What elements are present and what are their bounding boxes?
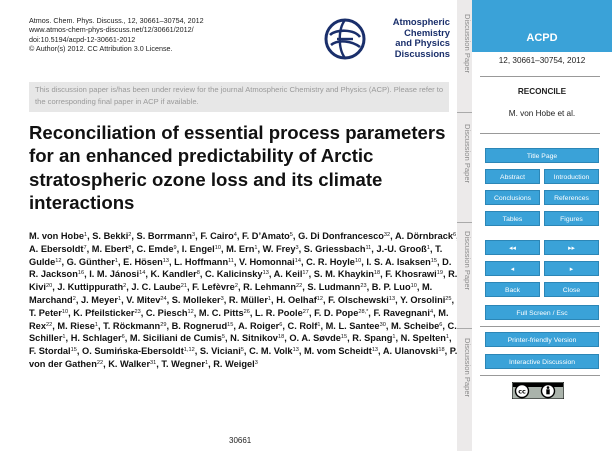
tables-button[interactable]: Tables <box>485 211 540 226</box>
strip-label: Discussion Paper <box>463 338 472 398</box>
abstract-button[interactable]: Abstract <box>485 169 540 184</box>
author: R. Müller$^1$ <box>228 294 272 305</box>
paper-title: Reconciliation of essential process parameters for an enhanced predictability of Arctic stratospheric ozone loss and its climate interactions <box>29 122 446 213</box>
author: V. Homonnai$^{14}$ <box>239 256 301 267</box>
next-button[interactable]: ▸ <box>544 261 599 276</box>
panel-divider <box>480 375 600 376</box>
interactive-discussion-button[interactable]: Interactive Discussion <box>485 354 599 369</box>
author: C. Emde$^9$ <box>136 243 177 254</box>
author: A. Ebersoldt$^7$ <box>29 243 87 254</box>
author: P. von der Gathen$^{22}$ <box>29 346 458 369</box>
author: I. M. Jánosi$^{14}$ <box>89 269 146 280</box>
author: K. Walker$^{31}$ <box>108 358 157 369</box>
author: J. C. Laube$^{21}$ <box>131 282 187 293</box>
back-button[interactable]: Back <box>485 282 540 297</box>
author: R. Lehmann$^{22}$ <box>243 282 303 293</box>
author: S. Griessbach$^{11}$ <box>303 243 372 254</box>
doi: doi:10.5194/acpd-12-30661-2012 <box>29 34 136 44</box>
author: S. M. Khaykin$^{18}$ <box>313 269 381 280</box>
title-page-button[interactable]: Title Page <box>485 148 599 163</box>
license: © Author(s) 2012. CC Attribution 3.0 License. <box>29 43 173 53</box>
review-notice: This discussion paper is/has been under review for the journal Atmospheric Chemistry and Physics (ACP). Please refer to the corresponding final paper in ACP if available. <box>29 82 449 112</box>
author: M. von Hobe$^1$ <box>29 231 88 241</box>
author: C. Rolf$^1$ <box>287 320 321 331</box>
author: R. Kivi$^{20}$ <box>29 269 458 293</box>
previous-button[interactable]: ◂ <box>485 261 540 276</box>
author: C. Piesch$^{12}$ <box>145 307 194 318</box>
figures-button[interactable]: Figures <box>544 211 599 226</box>
author: M. Rex$^{22}$ <box>29 307 449 331</box>
author: H. Oelhaf$^{12}$ <box>276 294 324 305</box>
author: T. Wegner$^1$ <box>161 358 209 369</box>
author: M. vom Scheidt$^{13}$ <box>303 346 379 357</box>
author: G. Günther$^1$ <box>66 256 119 267</box>
author: S. Molleker$^3$ <box>171 294 224 305</box>
author: F. Lefèvre$^2$ <box>192 282 238 293</box>
author: T. Gulde$^{12}$ <box>29 243 443 267</box>
last-page-button[interactable]: ▸▸ <box>544 240 599 255</box>
author: L. R. Poole$^{27}$ <box>254 307 309 318</box>
author: D. R. Jackson$^{16}$ <box>29 256 452 280</box>
page-number: 30661 <box>229 436 252 445</box>
author: R. Weigel$^3$ <box>213 358 258 369</box>
author: S. Viciani$^5$ <box>199 346 244 357</box>
journal-citation: Atmos. Chem. Phys. Discuss., 12, 30661–30754, 2012 <box>29 16 204 25</box>
panel-divider <box>480 326 600 327</box>
author: I. S. A. Isaksen$^{15}$ <box>366 256 438 267</box>
panel-author: M. von Hobe et al. <box>508 109 576 118</box>
author: K. Pfeilsticker$^{23}$ <box>73 307 141 318</box>
journal-url[interactable]: www.atmos-chem-phys-discuss.net/12/30661/2012/ <box>29 25 194 35</box>
author: F. Khosrawi$^{19}$ <box>385 269 443 280</box>
logo-wordmark: Atmospheric Chemistry and Physics Discussions <box>392 16 450 59</box>
strip-label: Discussion Paper <box>463 124 472 184</box>
author: I. Engel$^{10}$ <box>181 243 221 254</box>
author: R. Spang$^1$ <box>352 333 396 344</box>
author: M. L. Santee$^{30}$ <box>325 320 386 331</box>
panel-issue: 12, 30661–30754, 2012 <box>498 56 586 65</box>
author: F. Cairo$^4$ <box>200 231 237 241</box>
author: H. Schlager$^6$ <box>70 333 125 344</box>
author: F. Stordal$^{15}$ <box>29 346 77 357</box>
cc-license-icon[interactable] <box>512 382 564 399</box>
author: V. Mitev$^{24}$ <box>126 294 167 305</box>
author-list: M. von Hobe$^1$, S. Bekki$^2$, S. Borrmann$^3$, F. Cairo$^4$, F. D’Amato$^5$, G. Di Donfrancesco$^{32}$, A. Dörnbrack$^6$A. Ebersoldt$^7$, M. Ebert$^8$, C. Emde$^9$, I. Engel$^{10}$, M. Ern$^1$, W. Frey$^3$, S. Griessbach$^{11}$, J.-U. Grooß$^1$, T. Gulde$^{12}$, G. Günther$^1$, E. Hösen$^{13}$, L. Hoffmann$^{11}$, V. Homonnai$^{14}$, C. R. Hoyle$^{10}$, I. S. A. Isaksen$^{15}$, D. R. Jackson$^{16}$, I. M. Jánosi$^{14}$, K. Kandler$^8$, C. Kalicinsky$^{13}$, A. Keil$^{17}$, S. M. Khaykin$^{18}$, F. Khosrawi$^{19}$, R. Kivi$^{20}$, J. Kuttippurath$^2$, J. C. Laube$^{21}$, F. Lefèvre$^2$, R. Lehmann$^{22}$, S. Ludmann$^{23}$, B. P. Luo$^{10}$, M. Marchand$^2$, J. Meyer$^1$, V. Mitev$^{24}$, S. Molleker$^3$, R. Müller$^1$, H. Oelhaf$^{12}$, F. Olschewski$^{13}$, Y. Orsolini$^{25}$, T. Peter$^{10}$, K. Pfeilsticker$^{23}$, C. Piesch$^{12}$, M. C. Pitts$^{26}$, L. R. Poole$^{27}$, F. D. Pope$^{28,*}$, F. Ravegnani$^4$, M. Rex$^{22}$, M. Riese$^1$, T. Röckmann$^{29}$, B. Rognerud$^{15}$, A. Roiger$^6$, C. Rolf$^1$, M. L. Santee$^{30}$, M. Scheibe$^6$, C. Schiller$^1$, H. Schlager$^6$, M. Siciliani de Cumis$^5$, N. Sitnikov$^{18}$, O. A. Søvde$^{15}$, R. Spang$^1$, N. Spelten$^1$, F. Stordal$^{15}$, O. Sumińska-Ebersoldt$^{1,12}$, S. Viciani$^5$, C. M. Volk$^{13}$, M. vom Scheidt$^{13}$, A. Ulanovski$^{18}$, P. von der Gathen$^{22}$, K. Walker$^{31}$, T. Wegner$^1$, R. Weigel$^3$ <box>29 231 458 369</box>
references-button[interactable]: References <box>544 190 599 205</box>
author: A. Dörnbrack$^6$ <box>394 231 457 241</box>
introduction-button[interactable]: Introduction <box>544 169 599 184</box>
author: N. Sitnikov$^{18}$ <box>230 333 285 344</box>
author: S. Borrmann$^3$ <box>136 231 196 241</box>
author: A. Keil$^{17}$ <box>273 269 309 280</box>
panel-short-title: RECONCILE <box>517 87 567 96</box>
citation-block <box>29 16 204 53</box>
strip-divider <box>457 222 472 223</box>
author: J. Kuttippurath$^2$ <box>57 282 127 293</box>
author: W. Frey$^3$ <box>262 243 299 254</box>
author: M. C. Pitts$^{26}$ <box>198 307 250 318</box>
author: G. Di Donfrancesco$^{32}$ <box>298 231 391 241</box>
author: M. Marchand$^2$ <box>29 282 433 305</box>
author: M. Riese$^1$ <box>57 320 99 331</box>
author: A. Ulanovski$^{18}$ <box>382 346 445 357</box>
author: Y. Orsolini$^{25}$ <box>400 294 452 305</box>
printer-friendly-button[interactable]: Printer-friendly Version <box>485 332 599 347</box>
fullscreen-button[interactable]: Full Screen / Esc <box>485 305 599 320</box>
author: M. Siciliani de Cumis$^5$ <box>129 333 225 344</box>
globe-logo-icon <box>322 15 368 63</box>
panel-divider <box>480 76 600 77</box>
strip-divider <box>457 328 472 329</box>
author: E. Hösen$^{13}$ <box>123 256 169 267</box>
conclusions-button[interactable]: Conclusions <box>485 190 540 205</box>
author: C. Schiller$^1$ <box>29 320 457 344</box>
author: F. D. Pope$^{28,*}$ <box>314 307 369 318</box>
author: L. Hoffmann$^{11}$ <box>174 256 234 267</box>
author: B. P. Luo$^{10}$ <box>371 282 417 293</box>
discussion-paper-strip <box>457 0 472 451</box>
author: J. Meyer$^1$ <box>80 294 122 305</box>
svg-text:cc: cc <box>518 387 526 396</box>
author: S. Ludmann$^{23}$ <box>307 282 367 293</box>
strip-divider <box>457 112 472 113</box>
author: O. Sumińska-Ebersoldt$^{1,12}$ <box>82 346 195 357</box>
author: N. Spelten$^1$ <box>400 333 449 344</box>
author: F. Olschewski$^{13}$ <box>328 294 396 305</box>
close-button[interactable]: Close <box>544 282 599 297</box>
strip-label: Discussion Paper <box>463 14 472 74</box>
author: F. D’Amato$^5$ <box>242 231 293 241</box>
author: F. Ravegnani$^4$ <box>373 307 434 318</box>
author: T. Röckmann$^{29}$ <box>103 320 167 331</box>
first-page-button[interactable]: ◂◂ <box>485 240 540 255</box>
author: C. R. Hoyle$^{10}$ <box>306 256 362 267</box>
author: S. Bekki$^2$ <box>92 231 132 241</box>
author: O. A. Søvde$^{15}$ <box>289 333 348 344</box>
author: C. M. Volk$^{13}$ <box>249 346 299 357</box>
journal-logo <box>322 15 454 67</box>
panel-header: ACPD <box>472 0 612 52</box>
author: M. Ebert$^8$ <box>91 243 132 254</box>
author: B. Rognerud$^{15}$ <box>171 320 234 331</box>
author: M. Ern$^1$ <box>226 243 258 254</box>
panel-divider <box>480 133 600 134</box>
author: J.-U. Grooß$^1$ <box>376 243 430 254</box>
strip-label: Discussion Paper <box>463 231 472 291</box>
author: T. Peter$^{10}$ <box>29 307 69 318</box>
author: K. Kandler$^8$ <box>150 269 200 280</box>
author: M. Scheibe$^6$ <box>390 320 443 331</box>
author: A. Roiger$^6$ <box>238 320 283 331</box>
author: C. Kalicinsky$^{13}$ <box>204 269 269 280</box>
